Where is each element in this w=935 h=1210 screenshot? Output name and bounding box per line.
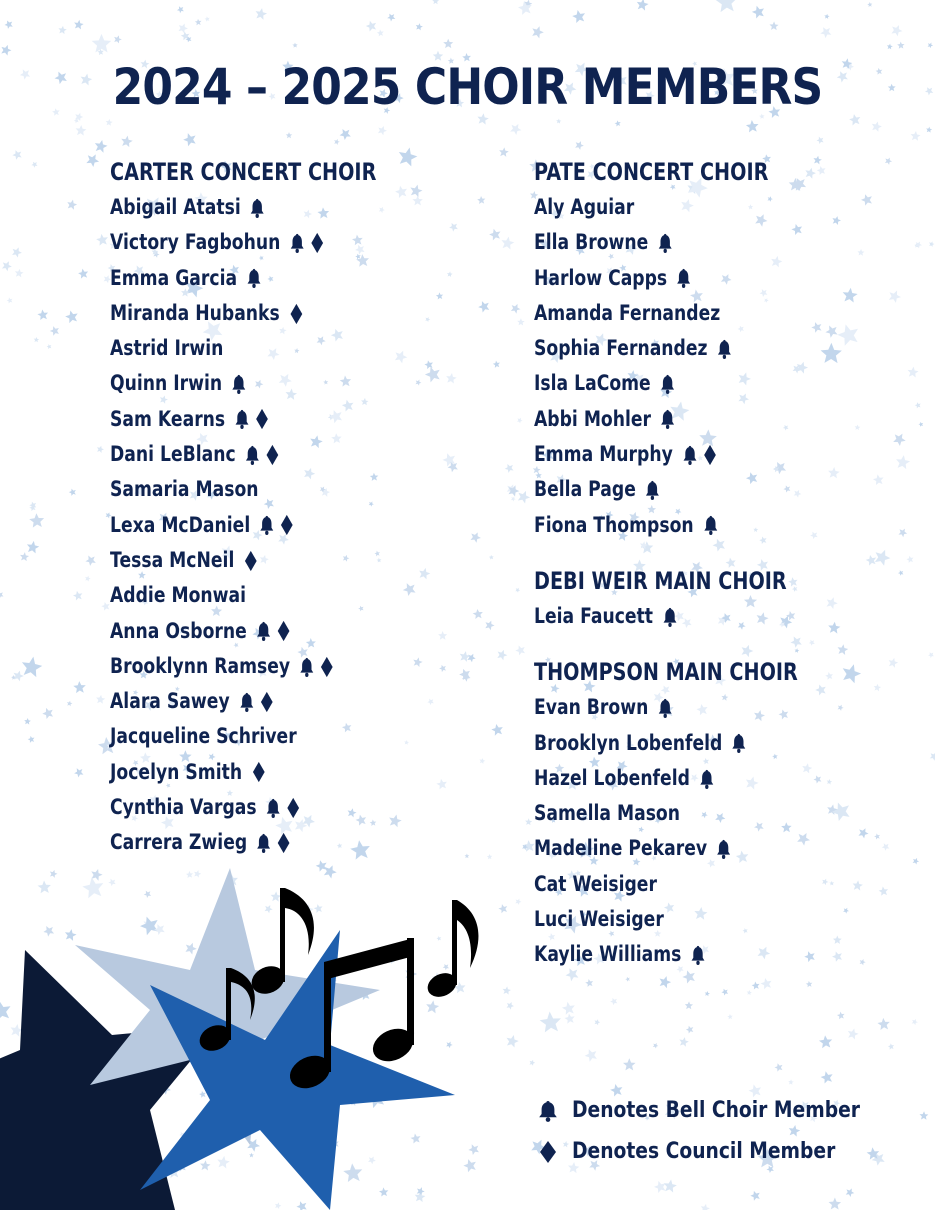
member-marks xyxy=(238,691,276,713)
member-row xyxy=(110,684,376,719)
member-row xyxy=(534,472,798,507)
legend xyxy=(536,1090,911,1172)
member-name: Addie Monwai xyxy=(110,583,247,609)
member-name: Dani LeBlanc xyxy=(110,442,236,468)
choir-heading: PATE CONCERT CHOIR xyxy=(534,158,769,186)
diamond-icon xyxy=(288,303,306,325)
member-row xyxy=(534,261,798,296)
member-name: Luci Weisiger xyxy=(534,907,664,933)
member-name: Kaylie Williams xyxy=(534,942,682,968)
diamond-icon xyxy=(285,797,303,819)
member-row xyxy=(110,331,376,366)
bell-icon xyxy=(689,944,707,966)
member-marks xyxy=(656,232,674,254)
choir-section xyxy=(534,155,864,543)
member-marks xyxy=(258,514,296,536)
member-row xyxy=(534,796,798,831)
member-marks xyxy=(288,232,326,254)
member-name: Miranda Hubanks xyxy=(110,300,280,326)
member-name: Madeline Pekarev xyxy=(534,836,708,862)
stars-and-music-notes-art xyxy=(0,860,480,1210)
bell-icon xyxy=(265,797,283,819)
member-row xyxy=(110,402,376,437)
bell-icon xyxy=(730,732,748,754)
member-name: Amanda Fernandez xyxy=(534,300,721,326)
diamond-icon xyxy=(258,691,276,713)
member-row xyxy=(110,825,376,860)
member-marks xyxy=(698,768,716,790)
member-name: Jocelyn Smith xyxy=(110,759,243,785)
member-name: Sam Kearns xyxy=(110,406,226,432)
member-marks xyxy=(702,514,720,536)
choir-heading: CARTER CONCERT CHOIR xyxy=(110,158,377,186)
member-row xyxy=(110,225,376,260)
diamond-icon xyxy=(264,444,282,466)
bell-icon xyxy=(230,373,248,395)
member-name: Cynthia Vargas xyxy=(110,795,257,821)
member-name: Brooklynn Ramsey xyxy=(110,653,291,679)
member-marks xyxy=(716,338,734,360)
left-column xyxy=(110,155,443,882)
member-name: Cat Weisiger xyxy=(534,871,657,897)
bell-icon xyxy=(681,444,699,466)
member-marks xyxy=(730,732,748,754)
member-row xyxy=(534,937,798,972)
member-name: Alara Sawey xyxy=(110,689,230,715)
member-name: Carrera Zwieg xyxy=(110,830,248,856)
member-marks xyxy=(250,761,268,783)
bell-icon xyxy=(656,697,674,719)
member-name: Samella Mason xyxy=(534,801,680,827)
member-name: Anna Osborne xyxy=(110,618,247,644)
bell-icon xyxy=(675,267,693,289)
member-name: Ella Browne xyxy=(534,230,649,256)
bell-icon xyxy=(656,232,674,254)
member-marks xyxy=(675,267,693,289)
member-name: Jacqueline Schriver xyxy=(110,724,297,750)
member-name: Bella Page xyxy=(534,477,636,503)
legend-item xyxy=(536,1131,911,1172)
member-row xyxy=(534,508,798,543)
bell-icon xyxy=(255,832,273,854)
diamond-icon xyxy=(242,550,260,572)
member-row xyxy=(534,599,798,634)
member-name: Victory Fagbohun xyxy=(110,230,281,256)
member-name: Quinn Irwin xyxy=(110,371,223,397)
bell-icon xyxy=(661,606,679,628)
diamond-icon xyxy=(275,832,293,854)
member-marks xyxy=(298,656,336,678)
member-name: Sophia Fernandez xyxy=(534,336,708,362)
bell-icon xyxy=(659,373,677,395)
choir-section xyxy=(534,655,864,972)
member-name: Abigail Atatsi xyxy=(110,195,241,220)
member-row xyxy=(534,726,798,761)
diamond-icon xyxy=(278,514,296,536)
member-marks xyxy=(681,444,719,466)
member-row xyxy=(110,755,376,790)
bell-icon xyxy=(659,408,677,430)
bell-icon xyxy=(698,768,716,790)
legend-text: Denotes Council Member xyxy=(572,1139,836,1164)
bell-icon xyxy=(715,838,733,860)
member-marks xyxy=(661,606,679,628)
member-marks xyxy=(230,373,248,395)
member-row xyxy=(110,719,376,754)
member-row xyxy=(534,366,798,401)
diamond-icon xyxy=(253,408,271,430)
bell-icon xyxy=(249,197,267,219)
member-row xyxy=(534,225,798,260)
member-name: Harlow Capps xyxy=(534,265,668,291)
member-row xyxy=(534,190,798,225)
legend-text: Denotes Bell Choir Member xyxy=(572,1098,860,1123)
member-marks xyxy=(255,832,293,854)
member-row xyxy=(110,437,376,472)
member-name: Lexa McDaniel xyxy=(110,512,251,538)
member-row xyxy=(534,437,798,472)
bell-icon xyxy=(258,514,276,536)
bell-icon xyxy=(245,267,263,289)
member-name: Isla LaCome xyxy=(534,371,651,397)
member-name: Fiona Thompson xyxy=(534,512,694,538)
diamond-icon xyxy=(701,444,719,466)
choir-section xyxy=(534,564,864,634)
right-column xyxy=(534,155,864,994)
member-row xyxy=(534,867,798,902)
diamond-icon xyxy=(250,761,268,783)
diamond-icon xyxy=(318,656,336,678)
member-row xyxy=(110,578,376,613)
member-marks xyxy=(233,408,271,430)
member-row xyxy=(534,331,798,366)
diamond-icon xyxy=(275,620,293,642)
member-row xyxy=(110,472,376,507)
diamond-icon xyxy=(308,232,326,254)
member-row xyxy=(110,366,376,401)
member-marks xyxy=(245,267,263,289)
member-marks xyxy=(265,797,303,819)
member-row xyxy=(110,790,376,825)
bell-icon xyxy=(288,232,306,254)
choir-heading: DEBI WEIR MAIN CHOIR xyxy=(534,566,787,595)
bell-icon xyxy=(536,1099,560,1123)
choir-section xyxy=(110,155,443,861)
choir-heading: THOMPSON MAIN CHOIR xyxy=(534,658,798,687)
member-name: Astrid Irwin xyxy=(110,336,224,362)
member-marks xyxy=(689,944,707,966)
bell-icon xyxy=(255,620,273,642)
bell-icon xyxy=(233,408,251,430)
member-marks xyxy=(659,373,677,395)
member-marks xyxy=(288,303,306,325)
member-marks xyxy=(715,838,733,860)
member-marks xyxy=(242,550,260,572)
member-name: Emma Murphy xyxy=(534,442,673,468)
bell-icon xyxy=(716,338,734,360)
member-row xyxy=(110,261,376,296)
bell-icon xyxy=(244,444,262,466)
page-title: 2024 – 2025 CHOIR MEMBERS xyxy=(112,58,823,116)
member-name: Aly Aguiar xyxy=(534,195,635,220)
member-name: Tessa McNeil xyxy=(110,547,235,573)
member-marks xyxy=(249,197,267,219)
member-name: Hazel Lobenfeld xyxy=(534,765,690,791)
member-marks xyxy=(644,479,662,501)
member-name: Samaria Mason xyxy=(110,477,259,503)
member-row xyxy=(534,831,798,866)
member-row xyxy=(534,902,798,937)
member-marks xyxy=(244,444,282,466)
member-name: Evan Brown xyxy=(534,695,649,721)
member-row xyxy=(110,543,376,578)
member-name: Abbi Mohler xyxy=(534,406,652,432)
member-marks xyxy=(656,697,674,719)
member-row xyxy=(110,614,376,649)
member-name: Emma Garcia xyxy=(110,265,238,291)
bell-icon xyxy=(702,514,720,536)
member-marks xyxy=(255,620,293,642)
member-row xyxy=(534,761,798,796)
member-row xyxy=(110,508,376,543)
member-row xyxy=(534,296,798,331)
member-row xyxy=(534,402,798,437)
member-row xyxy=(534,690,798,725)
bell-icon xyxy=(644,479,662,501)
member-row xyxy=(110,649,376,684)
member-marks xyxy=(659,408,677,430)
legend-item xyxy=(536,1090,911,1131)
bell-icon xyxy=(298,656,316,678)
bell-icon xyxy=(238,691,256,713)
diamond-icon xyxy=(536,1140,560,1164)
member-row xyxy=(110,296,376,331)
member-name: Leia Faucett xyxy=(534,603,654,629)
member-name: Brooklyn Lobenfeld xyxy=(534,730,723,756)
member-row xyxy=(110,190,376,225)
